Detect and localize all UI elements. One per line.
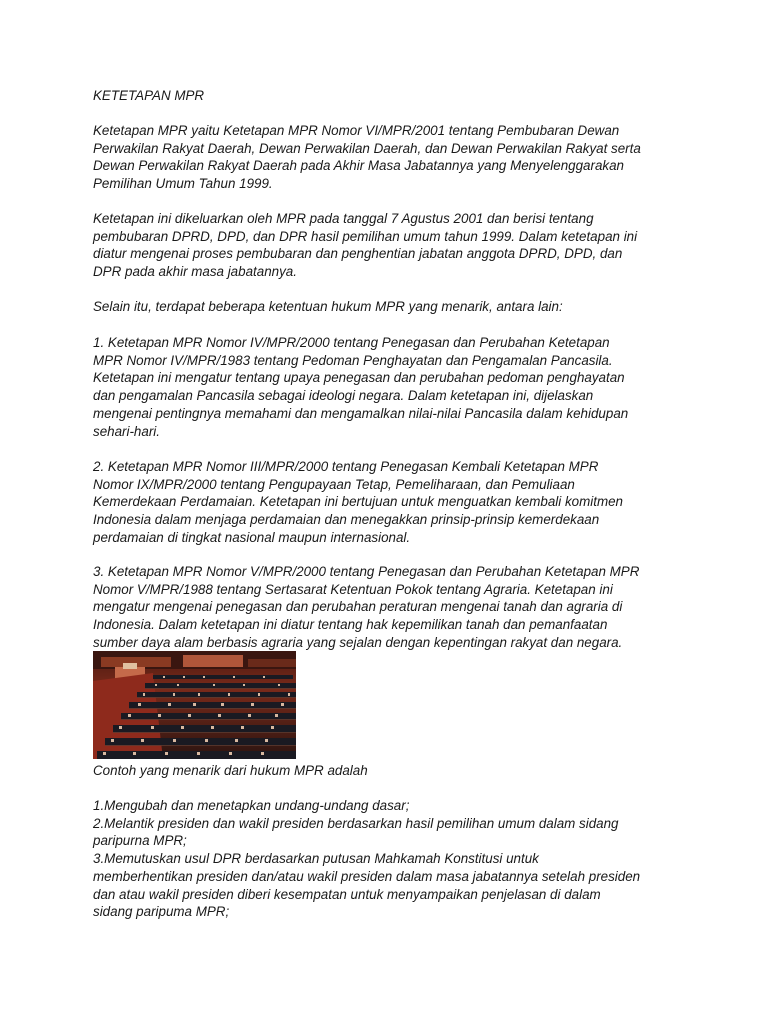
text-line: DPR pada akhir masa jabatannya. <box>93 264 297 280</box>
text-line: Ketetapan ini dikeluarkan oleh MPR pada tanggal 7 Agustus 2001 dan berisi tentang <box>93 211 594 226</box>
parliament-assembly-photo <box>93 651 296 759</box>
text-line: Nomor V/MPR/1988 tentang Sertasarat Ketentuan Pokok tentang Agraria. Ketetapan ini <box>93 581 613 597</box>
text-line: mengatur mengenai penegasan dan perubahan peraturan mengenai tanah dan agraria di <box>93 599 623 615</box>
photo-caption: Contoh yang menarik dari hukum MPR adalah <box>93 763 368 778</box>
text-line: paripurna MPR; <box>93 833 187 849</box>
text-line: Perwakilan Rakyat Daerah, Dewan Perwakilan Daerah, dan Dewan Perwakilan Rakyat serta <box>93 140 641 156</box>
text-line: Indonesia dalam menjaga perdamaian dan menegakkan prinsip-prinsip kemerdekaan <box>93 512 600 528</box>
text-line: mengenai pentingnya memahami dan mengamalkan nilai-nilai Pancasila dalam kehidupan <box>93 405 629 421</box>
text-line: dan atau wakil presiden diberi kesempatan untuk menyampaikan penjelasan di dalam <box>93 886 601 902</box>
text-line: Nomor IX/MPR/2000 tentang Pengupayaan Tetap, Pemeliharaan, dan Pemuliaan <box>93 476 575 492</box>
text-line: sidang paripuma MPR; <box>93 904 230 920</box>
text-line: perdamaian di tingkat nasional maupun internasional. <box>93 529 411 545</box>
text-line: diatur mengenai proses pembubaran dan penghentian jabatan anggota DPRD, DPD, dan <box>93 246 623 262</box>
text-line: Indonesia. Dalam ketetapan ini diatur tentang hak kepemilikan tanah dan pemanfaatan <box>93 617 608 633</box>
text-line: 1.Mengubah dan menetapkan undang-undang dasar; <box>93 798 410 813</box>
text-line: sumber daya alam berbasis agraria yang sejalan dengan kepentingan rakyat dan negara. <box>93 634 623 650</box>
text-line: dan pengamalan Pancasila sebagai ideologi negara. Dalam ketetapan ini, dijelaskan <box>93 388 594 404</box>
document-title: KETETAPAN MPR <box>93 88 205 103</box>
text-line: sehari-hari. <box>93 423 160 439</box>
text-line: Pemilihan Umum Tahun 1999. <box>93 176 273 192</box>
text-line: Selain itu, terdapat beberapa ketentuan hukum MPR yang menarik, antara lain: <box>93 299 563 314</box>
text-line: Kemerdekaan Perdamaian. Ketetapan ini bertujuan untuk menguatkan kembali komitmen <box>93 494 623 510</box>
text-line: 3. Ketetapan MPR Nomor V/MPR/2000 tentang Penegasan dan Perubahan Ketetapan MPR <box>93 564 640 579</box>
text-line: 2.Melantik presiden dan wakil presiden berdasarkan hasil pemilihan umum dalam sidang <box>93 815 619 831</box>
text-line: MPR Nomor IV/MPR/1983 tentang Pedoman Penghayatan dan Pengamalan Pancasila. <box>93 352 613 368</box>
text-line: Dewan Perwakilan Rakyat Daerah pada Akhir Masa Jabatannya yang Menyelenggarakan <box>93 158 624 174</box>
text-line: 3.Memutuskan usul DPR berdasarkan putusan Mahkamah Konstitusi untuk <box>93 851 539 867</box>
text-line: pembubaran DPRD, DPD, dan DPR hasil pemilihan umum tahun 1999. Dalam ketetapan ini <box>93 228 638 244</box>
text-line: 1. Ketetapan MPR Nomor IV/MPR/2000 tentang Penegasan dan Perubahan Ketetapan <box>93 335 610 350</box>
text-line: 2. Ketetapan MPR Nomor III/MPR/2000 tentang Penegasan Kembali Ketetapan MPR <box>93 459 599 474</box>
text-line: Ketetapan ini mengatur tentang upaya penegasan dan perubahan pedoman penghayatan <box>93 370 625 386</box>
text-line: Ketetapan MPR yaitu Ketetapan MPR Nomor VI/MPR/2001 tentang Pembubaran Dewan <box>93 123 620 138</box>
text-line: memberhentikan presiden dan/atau wakil presiden dalam masa jabatannya setelah presiden <box>93 868 641 884</box>
